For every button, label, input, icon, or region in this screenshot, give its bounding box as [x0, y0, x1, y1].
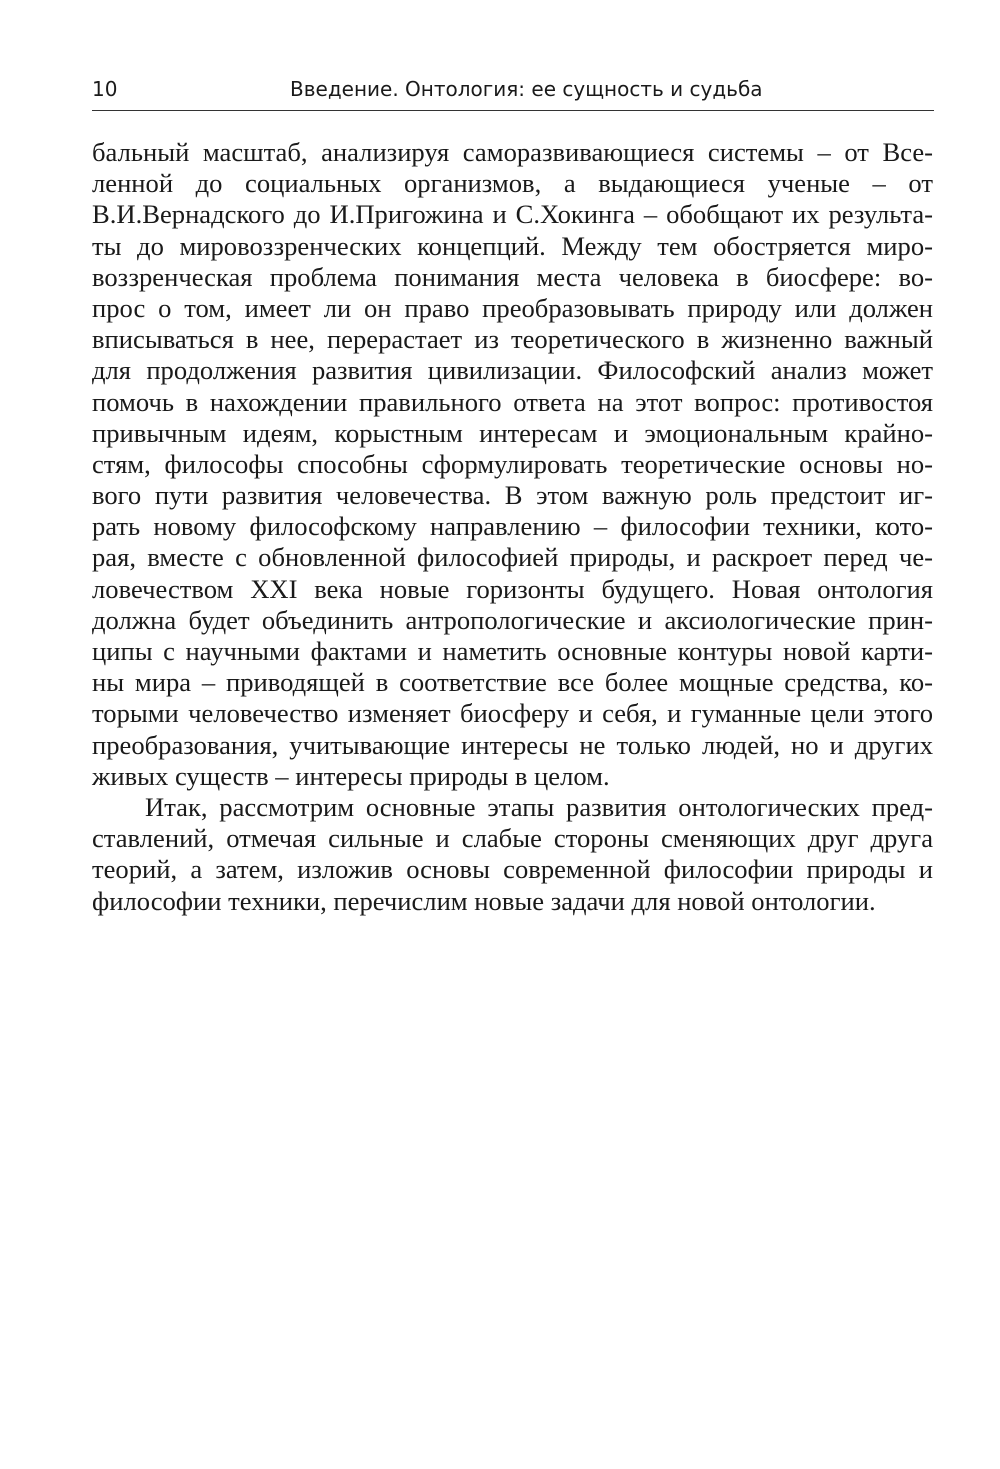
- text-line: для продолжения развития цивилизации. Философский анализ может: [92, 355, 933, 386]
- text-line: ставлений, отмечая сильные и слабые стороны сменяющих друг друга: [92, 823, 933, 854]
- text-line: В.И.Вернадского до И.Пригожина и С.Хокинга – обобщают их результа-: [92, 199, 933, 230]
- page-header: [92, 74, 934, 104]
- text-line: стям, философы способны сформулировать теоретические основы но-: [92, 448, 933, 479]
- paragraph-2: [92, 792, 933, 917]
- text-line: помочь в нахождении правильного ответа на этот вопрос: противостоя: [92, 386, 933, 417]
- text-line: рать новому философскому направлению – философии техники, кото-: [92, 511, 933, 542]
- page-number: 10: [92, 77, 118, 101]
- text-line: воззренческая проблема понимания места человека в биосфере: во-: [92, 261, 933, 292]
- text-line: живых существ – интересы природы в целом.: [92, 760, 610, 791]
- text-line: философии техники, перечислим новые задачи для новой онтологии.: [92, 885, 876, 916]
- text-line: бальный масштаб, анализируя саморазвивающиеся системы – от Все-: [92, 137, 933, 167]
- text-line: привычным идеям, корыстным интересам и эмоциональным крайно-: [92, 417, 933, 448]
- header-rule: [92, 110, 934, 111]
- text-line: вого пути развития человечества. В этом важную роль предстоит иг-: [92, 480, 933, 511]
- paragraph-1: [92, 137, 933, 792]
- body-text: [92, 137, 933, 917]
- text-line: торыми человечество изменяет биосферу и себя, и гуманные цели этого: [92, 698, 933, 729]
- running-title: Введение. Онтология: ее сущность и судьба: [290, 77, 763, 101]
- text-line: прос о том, имеет ли он право преобразовывать природу или должен: [92, 292, 933, 323]
- text-line: рая, вместе с обновленной философией природы, и раскроет перед че-: [92, 542, 933, 573]
- text-line: ленной до социальных организмов, а выдающиеся ученые – от: [92, 168, 933, 199]
- text-line: Итак, рассмотрим основные этапы развития онтологических пред-: [145, 791, 933, 822]
- text-line: ты до мировоззренческих концепций. Между тем обостряется миро-: [92, 230, 933, 261]
- text-line: преобразования, учитывающие интересы не только людей, но и других: [92, 729, 933, 760]
- text-line: ципы с научными фактами и наметить основные контуры новой карти-: [92, 636, 933, 666]
- text-line: теорий, а затем, изложив основы современной философии природы и: [92, 854, 933, 885]
- text-line: ны мира – приводящей в соответствие все более мощные средства, ко-: [92, 667, 933, 698]
- text-line: ловечеством XXI века новые горизонты будущего. Новая онтология: [92, 573, 933, 604]
- text-line: должна будет объединить антропологические и аксиологические прин-: [92, 604, 933, 635]
- text-line: вписываться в нее, перерастает из теоретического в жизненно важный: [92, 324, 933, 355]
